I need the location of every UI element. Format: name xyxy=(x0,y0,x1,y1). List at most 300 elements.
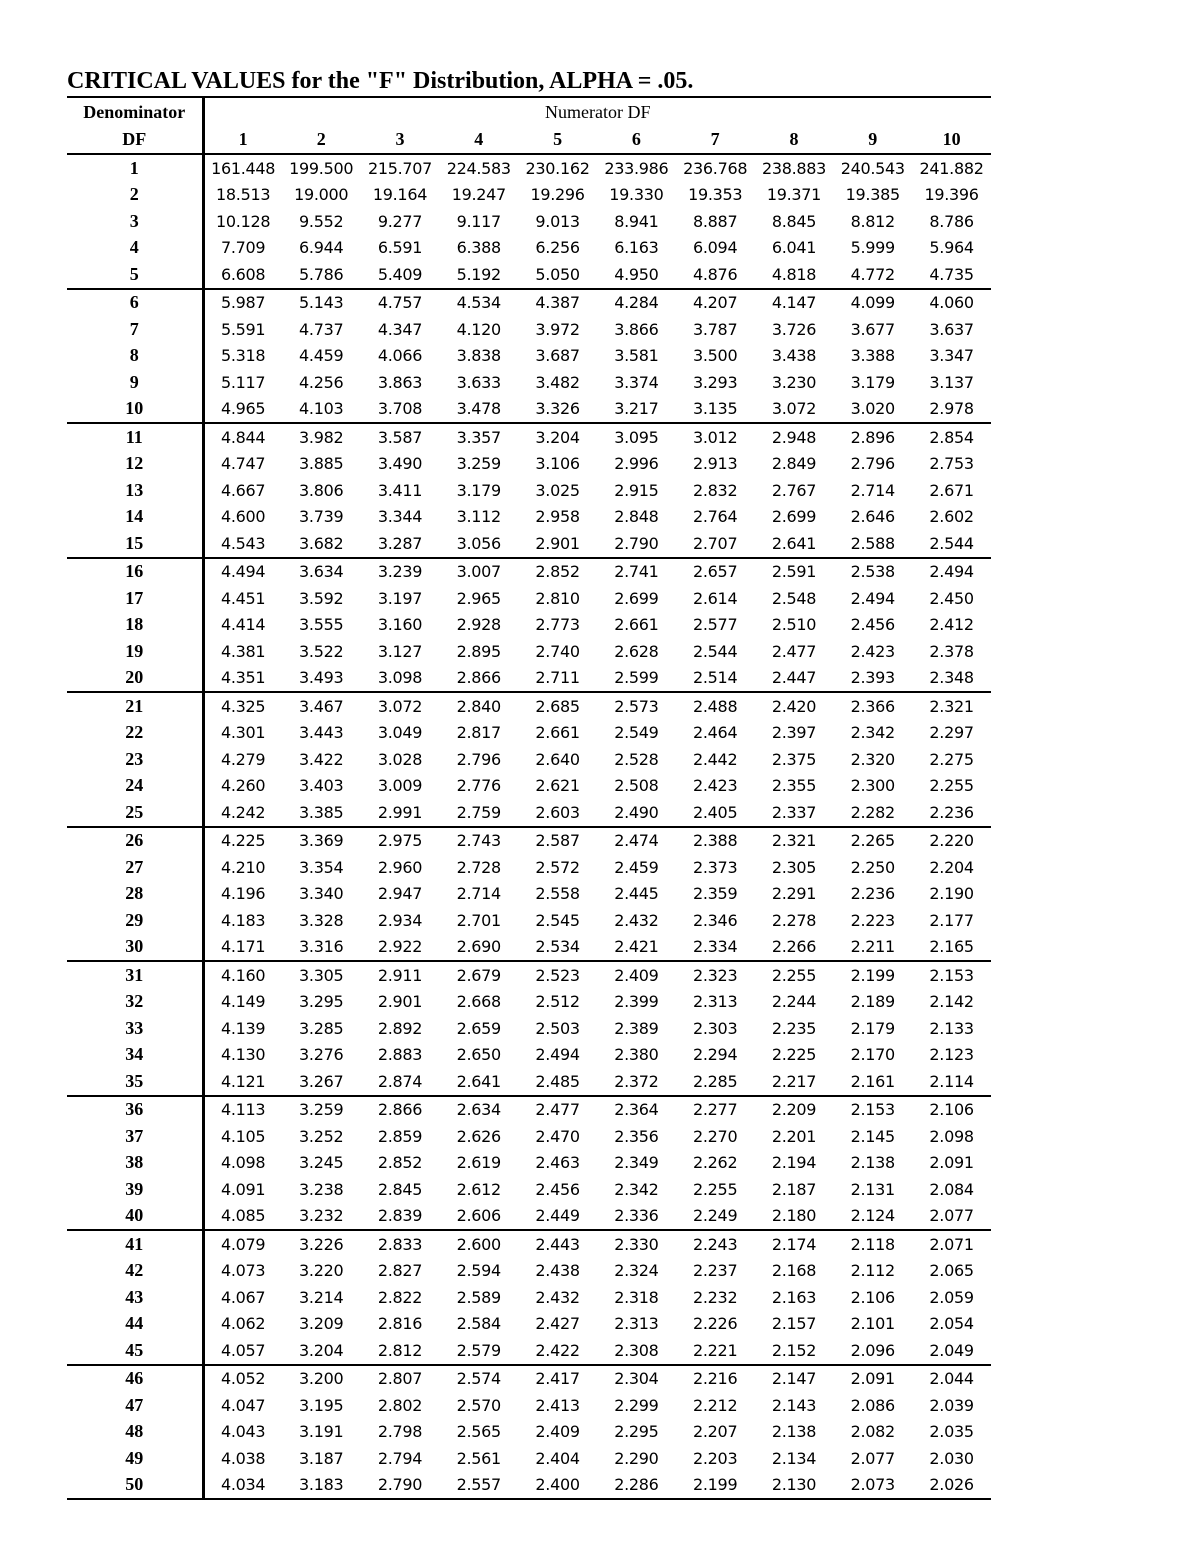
critical-value-cell: 4.735 xyxy=(912,261,991,289)
critical-value-cell: 2.123 xyxy=(929,1045,974,1065)
denominator-df-cell: 33 xyxy=(67,1015,203,1042)
critical-value-cell: 3.634 xyxy=(299,562,344,582)
critical-value-cell: 4.062 xyxy=(220,1314,266,1334)
critical-value-cell: 4.139 xyxy=(220,1018,266,1038)
critical-value-cell: 2.336 xyxy=(597,1203,676,1231)
table-row xyxy=(67,396,991,424)
critical-value-cell: 2.114 xyxy=(912,1068,991,1096)
critical-value-cell: 2.661 xyxy=(535,723,580,743)
numerator-df-header: 1 xyxy=(203,126,282,154)
critical-value-cell: 2.226 xyxy=(693,1314,738,1334)
critical-value-cell: 4.149 xyxy=(220,992,266,1012)
page-title: CRITICAL VALUES for the "F" Distribution, ALPHA = .05. xyxy=(67,68,694,94)
critical-value-cell: 2.308 xyxy=(597,1337,676,1365)
critical-value-cell: 2.445 xyxy=(614,884,659,904)
critical-value-cell: 5.409 xyxy=(361,261,440,289)
table-row xyxy=(67,1042,991,1069)
critical-value-cell: 2.603 xyxy=(518,799,597,827)
critical-value-cell: 4.301 xyxy=(220,723,266,743)
critical-value-cell: 2.699 xyxy=(614,588,659,608)
critical-value-cell: 5.192 xyxy=(439,261,518,289)
critical-value-cell: 3.682 xyxy=(282,530,361,558)
critical-value-cell: 3.106 xyxy=(535,454,580,474)
numerator-df-header: 4 xyxy=(439,126,518,154)
critical-value-cell: 2.794 xyxy=(377,1448,423,1468)
critical-value-cell: 6.041 xyxy=(771,238,817,258)
critical-value-cell: 19.247 xyxy=(451,185,506,205)
critical-value-cell: 2.372 xyxy=(597,1068,676,1096)
critical-value-cell: 2.512 xyxy=(535,992,580,1012)
critical-value-cell: 2.030 xyxy=(929,1448,974,1468)
critical-value-cell: 2.266 xyxy=(755,934,834,962)
critical-value-cell: 2.417 xyxy=(535,1369,580,1389)
critical-value-cell: 2.086 xyxy=(850,1395,895,1415)
table-row xyxy=(67,854,991,881)
critical-value-cell: 2.549 xyxy=(614,723,659,743)
denominator-df-cell: 9 xyxy=(67,369,203,396)
critical-value-cell: 8.941 xyxy=(614,211,659,231)
critical-value-cell: 6.591 xyxy=(377,238,423,258)
critical-value-cell: 4.210 xyxy=(220,857,266,877)
critical-value-cell: 3.285 xyxy=(299,1018,344,1038)
critical-value-cell: 3.259 xyxy=(456,454,501,474)
critical-value-cell: 4.067 xyxy=(220,1287,266,1307)
critical-value-cell: 3.482 xyxy=(535,372,580,392)
critical-value-cell: 3.438 xyxy=(771,346,817,366)
critical-value-cell: 2.545 xyxy=(535,910,580,930)
critical-value-cell: 2.059 xyxy=(929,1287,974,1307)
numerator-df-header: 10 xyxy=(912,126,991,154)
critical-value-cell: 3.500 xyxy=(693,346,738,366)
critical-value-cell: 3.179 xyxy=(850,372,895,392)
critical-value-cell: 2.657 xyxy=(693,562,738,582)
critical-value-cell: 6.256 xyxy=(535,238,580,258)
critical-value-cell: 2.854 xyxy=(929,427,974,447)
critical-value-cell: 4.079 xyxy=(220,1234,266,1254)
critical-value-cell: 2.544 xyxy=(693,641,738,661)
critical-value-cell: 2.508 xyxy=(614,776,659,796)
critical-value-cell: 4.279 xyxy=(220,749,266,769)
critical-value-cell: 2.212 xyxy=(693,1395,738,1415)
denominator-df-cell: 47 xyxy=(67,1392,203,1419)
table-row xyxy=(67,1472,991,1500)
table-row xyxy=(67,451,991,478)
critical-value-cell: 4.066 xyxy=(377,346,423,366)
critical-value-cell: 2.922 xyxy=(361,934,440,962)
critical-value-cell: 2.236 xyxy=(912,799,991,827)
critical-value-cell: 2.427 xyxy=(535,1314,580,1334)
critical-value-cell: 2.265 xyxy=(850,831,895,851)
critical-value-cell: 2.948 xyxy=(771,427,817,447)
critical-value-cell: 3.328 xyxy=(299,910,344,930)
critical-value-cell: 2.646 xyxy=(850,507,895,527)
critical-value-cell: 2.133 xyxy=(929,1018,974,1038)
critical-value-cell: 2.404 xyxy=(535,1448,580,1468)
critical-value-cell: 2.685 xyxy=(535,696,580,716)
critical-value-cell: 3.385 xyxy=(282,799,361,827)
critical-value-cell: 2.901 xyxy=(518,530,597,558)
critical-value-cell: 19.000 xyxy=(294,185,349,205)
critical-value-cell: 3.267 xyxy=(282,1068,361,1096)
critical-value-cell: 2.223 xyxy=(850,910,895,930)
critical-value-cell: 2.832 xyxy=(693,480,738,500)
critical-value-cell: 2.143 xyxy=(771,1395,817,1415)
critical-value-cell: 2.106 xyxy=(850,1287,895,1307)
critical-value-cell: 2.477 xyxy=(771,641,817,661)
denominator-df-cell: 18 xyxy=(67,612,203,639)
critical-value-cell: 2.101 xyxy=(850,1314,895,1334)
critical-value-cell: 3.326 xyxy=(518,396,597,424)
denominator-df-cell: 39 xyxy=(67,1176,203,1203)
critical-value-cell: 2.488 xyxy=(693,696,738,716)
critical-value-cell: 2.294 xyxy=(693,1045,738,1065)
critical-value-cell: 2.895 xyxy=(456,641,501,661)
critical-value-cell: 4.965 xyxy=(203,396,282,424)
critical-value-cell: 2.397 xyxy=(771,723,817,743)
critical-value-cell: 2.544 xyxy=(912,530,991,558)
critical-value-cell: 3.388 xyxy=(850,346,895,366)
critical-value-cell: 3.726 xyxy=(771,319,817,339)
critical-value-cell: 4.459 xyxy=(299,346,344,366)
critical-value-cell: 7.709 xyxy=(220,238,266,258)
table-row xyxy=(67,369,991,396)
critical-value-cell: 4.347 xyxy=(377,319,423,339)
critical-value-cell: 19.296 xyxy=(530,185,585,205)
critical-value-cell: 2.978 xyxy=(912,396,991,424)
critical-value-cell: 2.161 xyxy=(833,1068,912,1096)
critical-value-cell: 2.548 xyxy=(771,588,817,608)
denominator-df-cell: 20 xyxy=(67,665,203,693)
critical-value-cell: 2.874 xyxy=(361,1068,440,1096)
critical-value-cell: 2.145 xyxy=(850,1126,895,1146)
critical-value-cell: 2.422 xyxy=(518,1337,597,1365)
denominator-df-cell: 10 xyxy=(67,396,203,424)
critical-value-cell: 3.587 xyxy=(377,427,423,447)
critical-value-cell: 3.025 xyxy=(535,480,580,500)
critical-value-cell: 3.677 xyxy=(850,319,895,339)
critical-value-cell: 2.701 xyxy=(456,910,501,930)
critical-value-cell: 2.640 xyxy=(535,749,580,769)
critical-value-cell: 4.242 xyxy=(203,799,282,827)
critical-value-cell: 2.728 xyxy=(456,857,501,877)
critical-value-cell: 2.342 xyxy=(850,723,895,743)
critical-value-cell: 2.366 xyxy=(850,696,895,716)
critical-value-cell: 3.204 xyxy=(535,427,580,447)
critical-value-cell: 2.201 xyxy=(771,1126,817,1146)
critical-value-cell: 2.170 xyxy=(850,1045,895,1065)
critical-value-cell: 2.243 xyxy=(693,1234,738,1254)
critical-value-cell: 4.073 xyxy=(220,1261,266,1281)
critical-value-cell: 2.420 xyxy=(771,696,817,716)
critical-value-cell: 2.606 xyxy=(439,1203,518,1231)
critical-value-cell: 2.321 xyxy=(771,831,817,851)
critical-value-cell: 2.764 xyxy=(693,507,738,527)
critical-value-cell: 5.987 xyxy=(220,293,266,313)
critical-value-cell: 2.359 xyxy=(693,884,738,904)
critical-value-cell: 2.773 xyxy=(535,615,580,635)
critical-value-cell: 3.972 xyxy=(535,319,580,339)
critical-value-cell: 3.127 xyxy=(377,641,423,661)
table-row xyxy=(67,1258,991,1285)
critical-value-cell: 2.743 xyxy=(456,831,501,851)
critical-value-cell: 3.467 xyxy=(299,696,344,716)
critical-value-cell: 3.012 xyxy=(693,427,738,447)
critical-value-cell: 199.500 xyxy=(289,158,354,178)
table-row xyxy=(67,235,991,262)
table-row xyxy=(67,1068,991,1096)
table-body xyxy=(67,154,991,1499)
critical-value-cell: 2.975 xyxy=(377,831,423,851)
critical-value-cell: 2.346 xyxy=(693,910,738,930)
denominator-df-cell: 8 xyxy=(67,343,203,370)
critical-value-cell: 2.305 xyxy=(771,857,817,877)
table-row xyxy=(67,558,991,586)
critical-value-cell: 2.421 xyxy=(597,934,676,962)
critical-value-cell: 3.112 xyxy=(456,507,501,527)
table-row xyxy=(67,1311,991,1338)
critical-value-cell: 2.965 xyxy=(456,588,501,608)
critical-value-cell: 2.934 xyxy=(377,910,423,930)
denominator-df-cell: 22 xyxy=(67,720,203,747)
critical-value-cell: 3.357 xyxy=(456,427,501,447)
critical-value-cell: 2.628 xyxy=(614,641,659,661)
critical-value-cell: 2.304 xyxy=(614,1369,659,1389)
table-row xyxy=(67,799,991,827)
critical-value-cell: 2.432 xyxy=(614,910,659,930)
table-row xyxy=(67,477,991,504)
critical-value-cell: 3.226 xyxy=(299,1234,344,1254)
critical-value-cell: 2.852 xyxy=(535,562,580,582)
critical-value-cell: 2.153 xyxy=(850,1100,895,1120)
critical-value-cell: 2.740 xyxy=(535,641,580,661)
denominator-df-cell: 40 xyxy=(67,1203,203,1231)
critical-value-cell: 3.982 xyxy=(299,427,344,447)
table-row xyxy=(67,1365,991,1393)
numerator-df-header: 7 xyxy=(676,126,755,154)
critical-value-cell: 2.165 xyxy=(912,934,991,962)
critical-value-cell: 2.049 xyxy=(912,1337,991,1365)
critical-value-cell: 2.321 xyxy=(929,696,974,716)
critical-value-cell: 2.584 xyxy=(456,1314,501,1334)
critical-value-cell: 5.964 xyxy=(929,238,974,258)
table-row xyxy=(67,746,991,773)
denominator-df-cell: 25 xyxy=(67,799,203,827)
critical-value-cell: 2.790 xyxy=(597,530,676,558)
critical-value-cell: 2.131 xyxy=(850,1179,895,1199)
critical-value-cell: 2.810 xyxy=(535,588,580,608)
critical-value-cell: 2.707 xyxy=(676,530,755,558)
header-row-labels xyxy=(67,97,991,126)
denominator-df-cell: 14 xyxy=(67,504,203,531)
critical-value-cell: 2.220 xyxy=(929,831,974,851)
critical-value-cell: 2.634 xyxy=(456,1100,501,1120)
denominator-df-cell: 1 xyxy=(67,154,203,182)
critical-value-cell: 2.130 xyxy=(755,1472,834,1500)
critical-value-cell: 3.187 xyxy=(299,1448,344,1468)
critical-value-cell: 3.316 xyxy=(282,934,361,962)
critical-value-cell: 2.859 xyxy=(377,1126,423,1146)
critical-value-cell: 2.579 xyxy=(439,1337,518,1365)
table-row xyxy=(67,1096,991,1124)
critical-value-cell: 3.183 xyxy=(282,1472,361,1500)
critical-value-cell: 4.207 xyxy=(693,293,738,313)
critical-value-cell: 3.232 xyxy=(282,1203,361,1231)
critical-value-cell: 2.423 xyxy=(850,641,895,661)
critical-value-cell: 2.323 xyxy=(693,965,738,985)
critical-value-cell: 3.787 xyxy=(693,319,738,339)
critical-value-cell: 2.991 xyxy=(361,799,440,827)
critical-value-cell: 2.600 xyxy=(456,1234,501,1254)
critical-value-cell: 4.034 xyxy=(203,1472,282,1500)
critical-value-cell: 4.060 xyxy=(929,293,974,313)
critical-value-cell: 3.739 xyxy=(299,507,344,527)
table-row xyxy=(67,154,991,182)
critical-value-cell: 2.960 xyxy=(377,857,423,877)
critical-value-cell: 2.714 xyxy=(456,884,501,904)
critical-value-cell: 3.072 xyxy=(755,396,834,424)
critical-value-cell: 2.711 xyxy=(518,665,597,693)
denominator-df-cell: 34 xyxy=(67,1042,203,1069)
critical-value-cell: 2.412 xyxy=(929,615,974,635)
critical-value-cell: 2.538 xyxy=(850,562,895,582)
critical-value-cell: 5.786 xyxy=(282,261,361,289)
critical-value-cell: 2.485 xyxy=(518,1068,597,1096)
critical-value-cell: 4.113 xyxy=(220,1100,266,1120)
critical-value-cell: 2.065 xyxy=(929,1261,974,1281)
critical-value-cell: 238.883 xyxy=(761,158,827,178)
critical-value-cell: 2.249 xyxy=(676,1203,755,1231)
critical-value-cell: 2.523 xyxy=(535,965,580,985)
denominator-df-cell: 27 xyxy=(67,854,203,881)
critical-value-cell: 2.588 xyxy=(833,530,912,558)
critical-value-cell: 2.204 xyxy=(929,857,974,877)
critical-value-cell: 2.082 xyxy=(850,1422,895,1442)
table-row xyxy=(67,961,991,989)
numerator-df-header: 5 xyxy=(518,126,597,154)
critical-value-cell: 2.026 xyxy=(912,1472,991,1500)
critical-value-cell: 2.490 xyxy=(597,799,676,827)
critical-value-cell: 4.256 xyxy=(299,372,344,392)
denominator-df-cell: 45 xyxy=(67,1337,203,1365)
critical-value-cell: 19.396 xyxy=(924,185,979,205)
table-row xyxy=(67,1123,991,1150)
critical-value-cell: 2.463 xyxy=(535,1153,580,1173)
critical-value-cell: 2.180 xyxy=(755,1203,834,1231)
critical-value-cell: 4.225 xyxy=(220,831,266,851)
denominator-df-cell: 44 xyxy=(67,1311,203,1338)
critical-value-cell: 8.845 xyxy=(771,211,817,231)
numerator-df-header: 3 xyxy=(361,126,440,154)
critical-value-cell: 3.403 xyxy=(299,776,344,796)
critical-value-cell: 3.347 xyxy=(929,346,974,366)
df-header: DF xyxy=(67,126,203,154)
critical-value-cell: 4.325 xyxy=(220,696,266,716)
critical-value-cell: 2.152 xyxy=(755,1337,834,1365)
critical-value-cell: 2.796 xyxy=(456,749,501,769)
critical-value-cell: 2.190 xyxy=(929,884,974,904)
denominator-df-cell: 3 xyxy=(67,208,203,235)
critical-value-cell: 3.592 xyxy=(299,588,344,608)
critical-value-cell: 19.385 xyxy=(845,185,900,205)
critical-value-cell: 2.833 xyxy=(377,1234,423,1254)
critical-value-cell: 2.534 xyxy=(518,934,597,962)
table-row xyxy=(67,1419,991,1446)
critical-value-cell: 5.591 xyxy=(220,319,266,339)
critical-value-cell: 2.641 xyxy=(755,530,834,558)
critical-value-cell: 2.456 xyxy=(535,1179,580,1199)
denominator-df-cell: 7 xyxy=(67,316,203,343)
critical-value-cell: 3.179 xyxy=(456,480,501,500)
critical-value-cell: 2.572 xyxy=(535,857,580,877)
critical-value-cell: 4.451 xyxy=(220,588,266,608)
denominator-df-cell: 42 xyxy=(67,1258,203,1285)
critical-value-cell: 241.882 xyxy=(919,158,984,178)
denominator-df-cell: 21 xyxy=(67,692,203,720)
table-row xyxy=(67,530,991,558)
critical-value-cell: 2.134 xyxy=(771,1448,817,1468)
critical-value-cell: 2.816 xyxy=(377,1314,423,1334)
denominator-df-cell: 6 xyxy=(67,289,203,317)
critical-value-cell: 3.276 xyxy=(299,1045,344,1065)
critical-value-cell: 2.250 xyxy=(850,857,895,877)
denominator-df-cell: 50 xyxy=(67,1472,203,1500)
denominator-df-cell: 36 xyxy=(67,1096,203,1124)
critical-value-cell: 4.043 xyxy=(220,1422,266,1442)
critical-value-cell: 2.958 xyxy=(535,507,580,527)
critical-value-cell: 2.142 xyxy=(929,992,974,1012)
critical-value-cell: 2.174 xyxy=(771,1234,817,1254)
critical-value-cell: 2.409 xyxy=(614,965,659,985)
critical-value-cell: 2.303 xyxy=(693,1018,738,1038)
critical-value-cell: 4.381 xyxy=(220,641,266,661)
denominator-df-cell: 38 xyxy=(67,1150,203,1177)
critical-value-cell: 2.270 xyxy=(693,1126,738,1146)
critical-value-cell: 19.164 xyxy=(372,185,428,205)
critical-value-cell: 8.786 xyxy=(929,211,974,231)
critical-value-cell: 2.356 xyxy=(614,1126,659,1146)
table-row xyxy=(67,289,991,317)
critical-value-cell: 2.299 xyxy=(614,1395,659,1415)
critical-value-cell: 5.143 xyxy=(299,293,344,313)
critical-value-cell: 2.320 xyxy=(850,749,895,769)
critical-value-cell: 2.699 xyxy=(771,507,817,527)
critical-value-cell: 4.121 xyxy=(203,1068,282,1096)
critical-value-cell: 2.313 xyxy=(614,1314,659,1334)
critical-value-cell: 233.986 xyxy=(604,158,669,178)
critical-value-cell: 2.840 xyxy=(456,696,501,716)
critical-value-cell: 8.812 xyxy=(850,211,895,231)
critical-value-cell: 2.928 xyxy=(456,615,501,635)
f-distribution-table xyxy=(67,96,991,1500)
critical-value-cell: 3.555 xyxy=(299,615,344,635)
critical-value-cell: 2.313 xyxy=(693,992,738,1012)
critical-value-cell: 4.260 xyxy=(220,776,266,796)
table-row xyxy=(67,261,991,289)
denominator-df-cell: 23 xyxy=(67,746,203,773)
critical-value-cell: 4.183 xyxy=(220,910,266,930)
denominator-df-cell: 49 xyxy=(67,1445,203,1472)
critical-value-cell: 3.252 xyxy=(299,1126,344,1146)
critical-value-cell: 4.351 xyxy=(203,665,282,693)
critical-value-cell: 2.866 xyxy=(439,665,518,693)
critical-value-cell: 4.757 xyxy=(377,293,423,313)
table-row xyxy=(67,1337,991,1365)
denominator-df-cell: 41 xyxy=(67,1230,203,1258)
critical-value-cell: 19.371 xyxy=(766,185,822,205)
critical-value-cell: 2.432 xyxy=(535,1287,580,1307)
critical-value-cell: 3.160 xyxy=(377,615,423,635)
critical-value-cell: 2.096 xyxy=(833,1337,912,1365)
